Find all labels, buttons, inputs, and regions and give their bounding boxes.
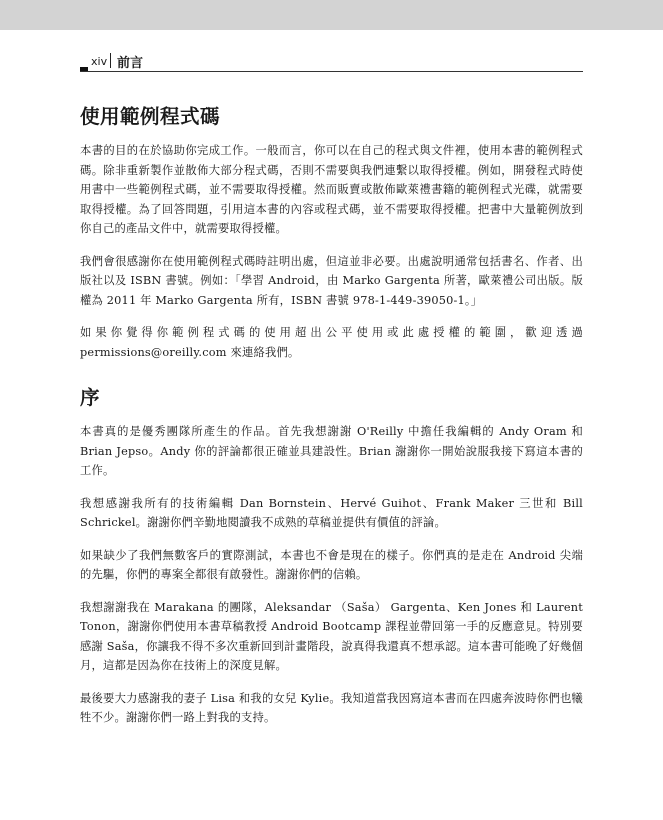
paragraph: 本書真的是優秀團隊所產生的作品。首先我想謝謝 O'Reilly 中擔任我編輯的 Andy Oram 和 Brian Jepso。Andy 你的評論都很正確並具建設性。Brian 謝謝你一開始說服我接下寫這本書的工作。 — [80, 425, 583, 477]
paragraph: 如果缺少了我們無數客戶的實際測試，本書也不會是現在的樣子。你們真的是走在 Android 尖端的先驅，你們的專案全都很有啟發性。謝謝你們的信賴。 — [80, 548, 583, 581]
section-title-code-examples: 使用範例程式碼 — [80, 105, 221, 128]
page-body — [80, 103, 583, 741]
paragraph: 我們會很感謝你在使用範例程式碼時註明出處，但這並非必要。出處說明通常包括書名、作者、出版社以及 ISBN 書號。例如：「學習 Android，由 Marko Gargenta 所著，歐萊禮公司出版。版權為 2011 年 Marko Gargenta 所有，ISBN 書號 978-1-449-39050-1。」 — [80, 254, 583, 307]
paragraph: 我想謝謝我在 Marakana 的團隊，Aleksandar （Saša） Gargenta、Ken Jones 和 Laurent Tonon，謝謝你們使用本書草稿教授 Android Bootcamp 課程並帶回第一手的反應意見。特別要感謝 Saša，你讓我不得不多次重新回到計畫階段，說真得我還真不想承認。這本書可能晚了好幾個月，這都是因為你在技術上的深度見解。 — [80, 600, 583, 672]
header-separator — [110, 53, 111, 68]
paragraph: 如果你覺得你範例程式碼的使用超出公平使用或此處授權的範圍，歡迎透過 permissions@oreilly.com 來連絡我們。 — [80, 326, 583, 359]
running-header — [80, 50, 583, 74]
paragraph: 本書的目的在於協助你完成工作。一般而言，你可以在自己的程式與文件裡，使用本書的範例程式碼。除非重新製作並散佈大部分程式碼，否則不需要與我們連繫以取得授權。例如，開發程式時使用書中一些範例程式碼，並不需要取得授權。然而販賣或散佈歐萊禮書籍的範例程式光碟，就需要取得授權。為了回答問題，引用這本書的內容或程式碼，並不需要取得授權。把書中大量範例放到你自己的產品文件中，就需要取得授權。 — [80, 144, 583, 235]
top-toolbar-strip — [0, 0, 663, 30]
paragraph: 我想感謝我所有的技術編輯 Dan Bornstein、Hervé Guihot、Frank Maker 三世和 Bill Schrickel。謝謝你們辛勤地閱讀我不成熟的草稿並提供有價值的評論。 — [80, 496, 583, 529]
page-number: xiv — [91, 55, 108, 68]
section-title-preface: 序 — [80, 386, 101, 409]
section-label: 前言 — [117, 56, 144, 71]
header-rule — [80, 71, 583, 72]
paragraph: 最後要大力感謝我的妻子 Lisa 和我的女兒 Kylie。我知道當我因寫這本書而在四處奔波時你們也犧牲不少。謝謝你們一路上對我的支持。 — [80, 691, 583, 724]
